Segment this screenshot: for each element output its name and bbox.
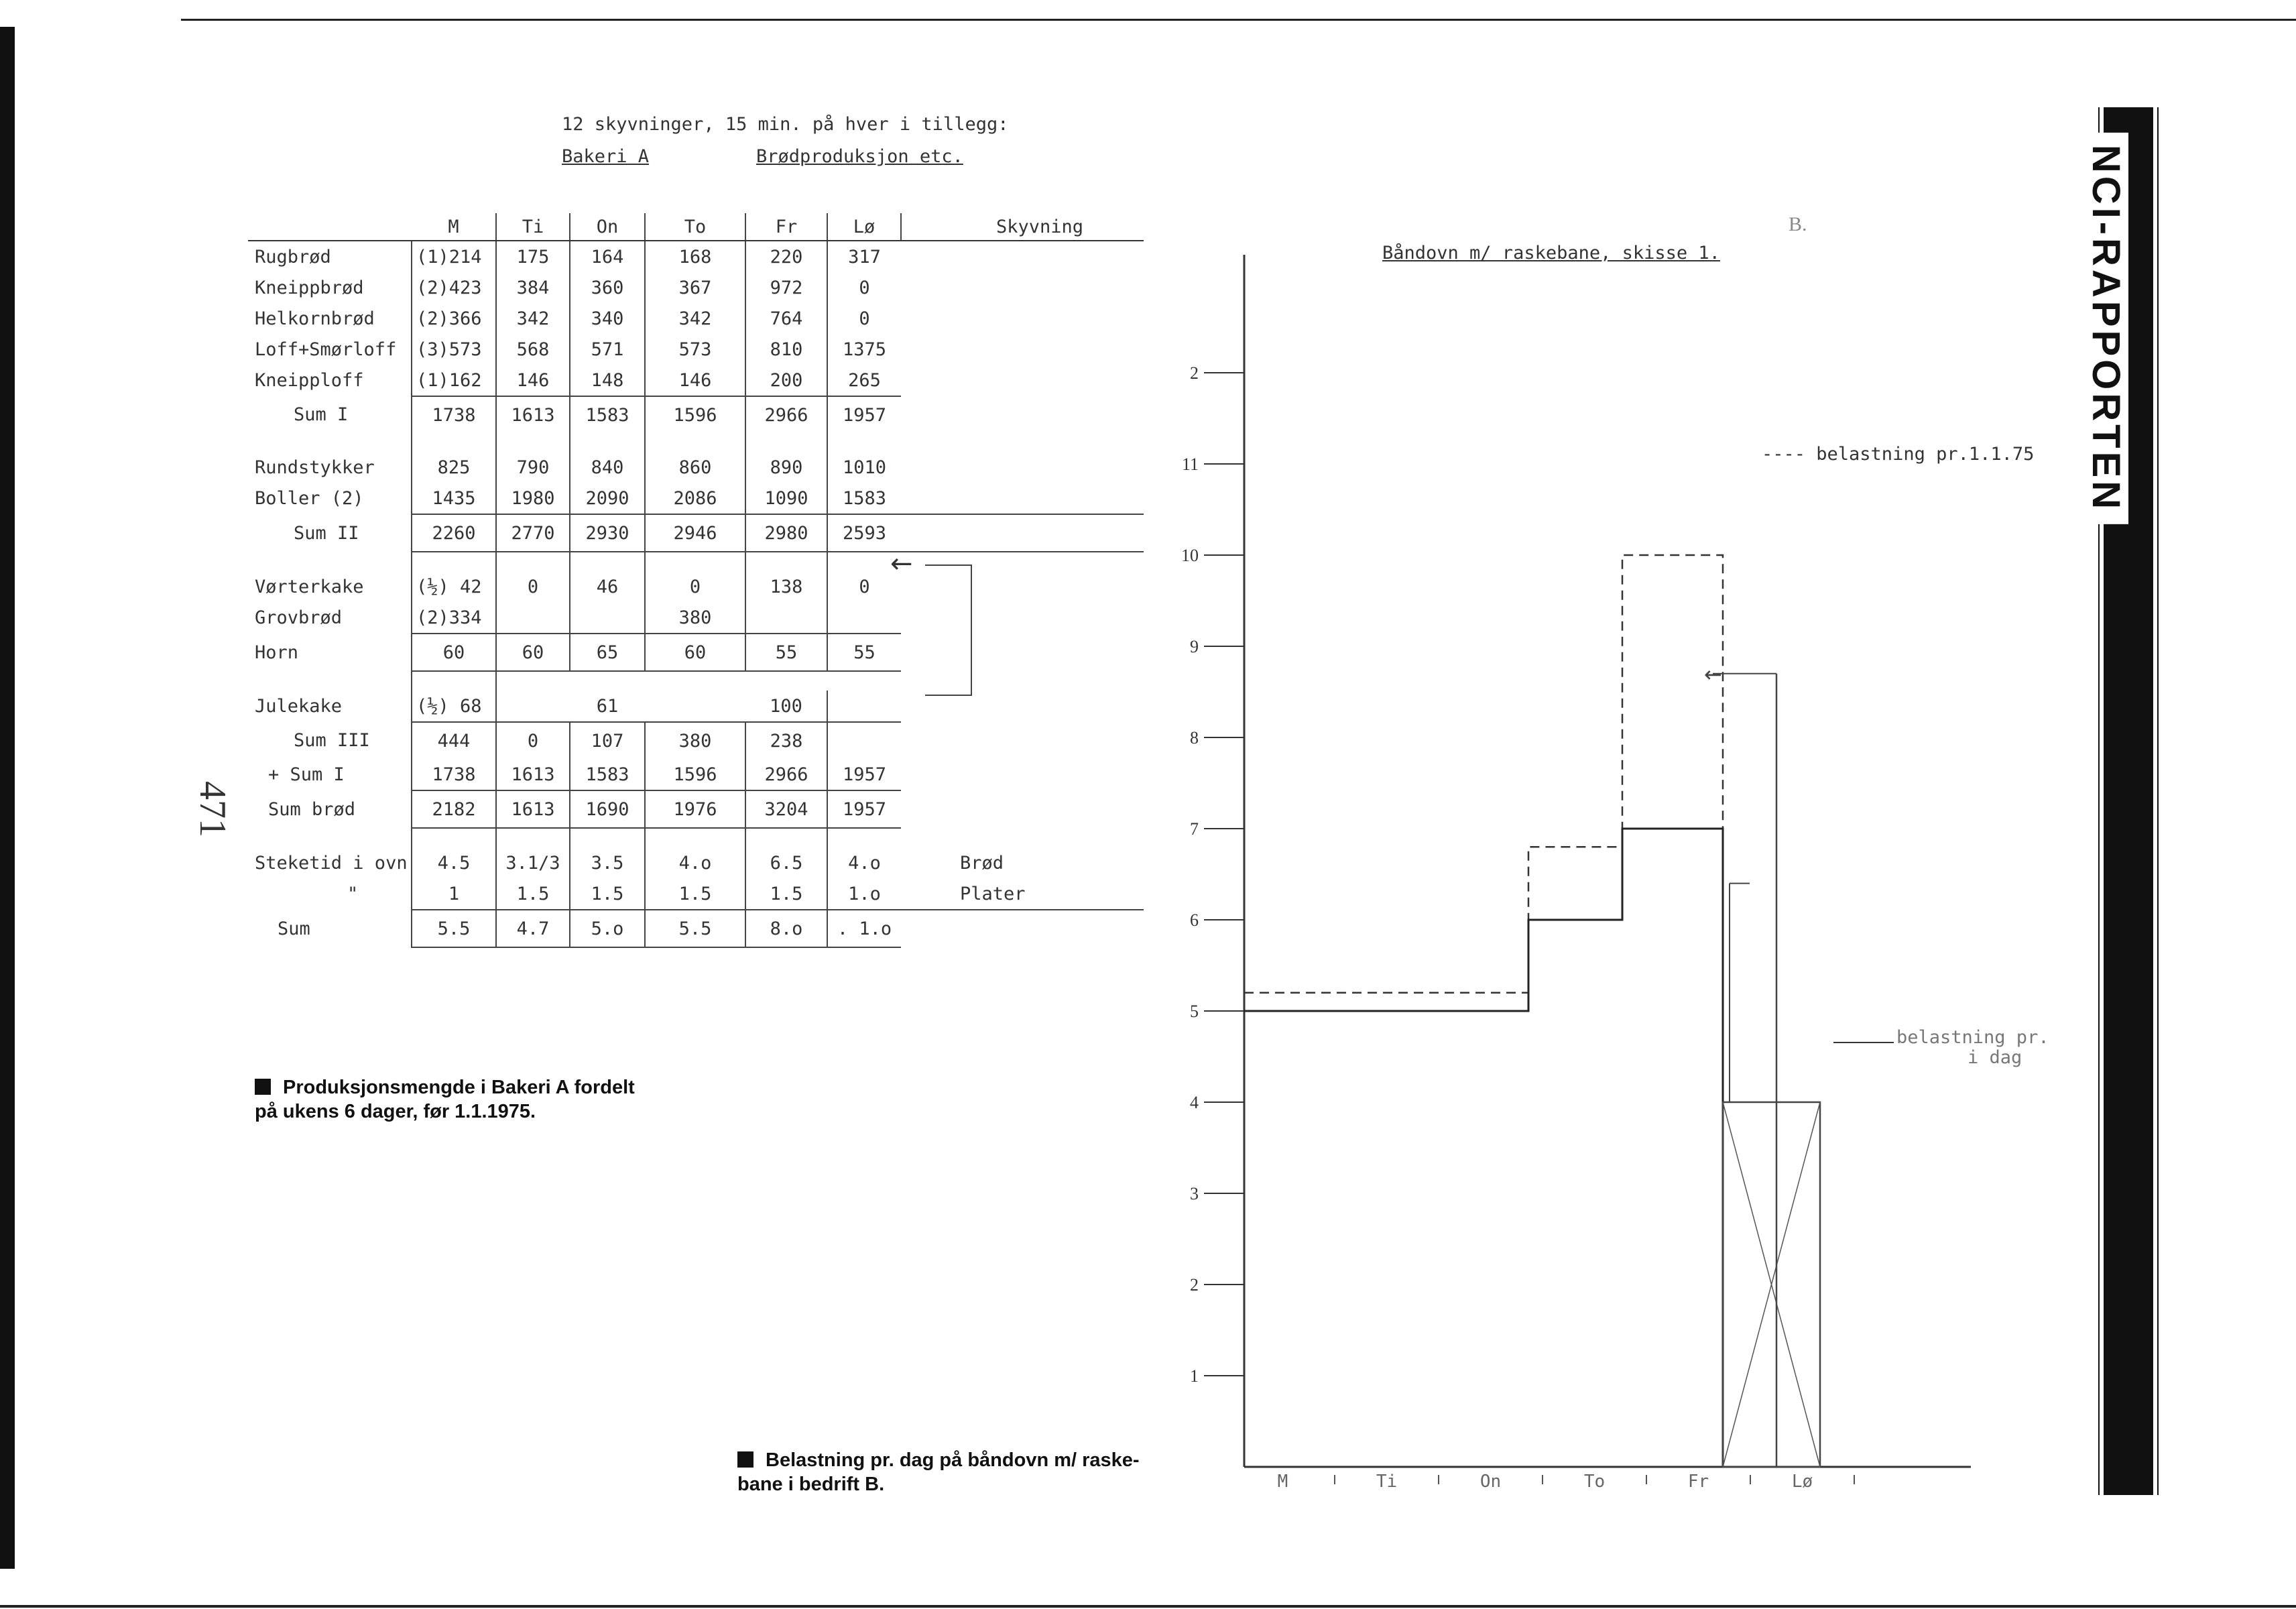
col-header: To <box>645 213 745 241</box>
y-tick-label: 8 <box>1190 728 1199 748</box>
table-row: Helkornbrød (2)366 342 340 342 764 0 <box>248 303 1144 334</box>
table-row: Boller (2) 1435 1980 2090 2086 1090 1583 <box>248 483 1144 514</box>
y-tick-label: 1 <box>1190 1366 1199 1386</box>
x-tick-label: Fr <box>1687 1472 1709 1492</box>
table-row-sum: Sum II 2260 2770 2930 2946 2980 2593 <box>248 514 1144 552</box>
table-row: Loff+Smørloff (3)573 568 571 573 810 1375 <box>248 334 1144 365</box>
table-row: Steketid i ovn 4.5 3.1/3 3.5 4.o 6.5 4.o Brød <box>248 847 1144 878</box>
legend-solid-swatch <box>1833 1042 1894 1043</box>
col-header: M <box>412 213 496 241</box>
table-row: Vørterkake (½) 42 0 46 0 138 0 <box>248 571 1144 602</box>
link-brace <box>925 564 972 696</box>
heading-bakeri: Bakeri A <box>562 146 650 167</box>
table-row: Kneipploff (1)162 146 148 146 200 265 <box>248 365 1144 396</box>
chart-corner-label: B. <box>1789 213 1807 235</box>
table-row: Rugbrød (1)214 175 164 168 220 317 <box>248 241 1144 272</box>
table-row-sum: Sum 5.5 4.7 5.o 5.5 8.o . 1.o <box>248 910 1144 947</box>
table-row: Julekake (½) 68 61 100 <box>248 691 1144 722</box>
y-tick-label: 2 <box>1190 363 1199 383</box>
col-header: On <box>570 213 645 241</box>
y-tick-label: 4 <box>1190 1093 1199 1112</box>
table-row-sum: Sum I 1738 1613 1583 1596 2966 1957 <box>248 396 1144 433</box>
production-table <box>248 213 1144 948</box>
lo-arrow-icon: ← <box>1704 661 1722 687</box>
table-row-sum: Sum brød 2182 1613 1690 1976 3204 1957 <box>248 790 1144 828</box>
top-rule <box>181 19 2296 21</box>
bottom-rule <box>0 1605 2296 1608</box>
y-tick-label: 9 <box>1190 637 1199 656</box>
table-row-sum: Sum III 444 0 107 380 238 <box>248 722 1144 759</box>
heading-line1: 12 skyvninger, 15 min. på hver i tillegg: <box>562 114 1009 135</box>
table-row: Horn 60 60 65 60 55 55 <box>248 634 1144 671</box>
legend-solid-label-2: i dag <box>1968 1047 2022 1068</box>
legend-dashed: ---- belastning pr.1.1.75 <box>1762 444 2035 465</box>
col-header: Fr <box>745 213 827 241</box>
side-band-rule <box>2157 107 2159 1495</box>
table-row: + Sum I 1738 1613 1583 1596 2966 1957 <box>248 759 1144 790</box>
table-row: " 1 1.5 1.5 1.5 1.5 1.o Plater <box>248 878 1144 910</box>
chart-axes <box>1181 255 1971 1492</box>
legend-solid-label-1: belastning pr. <box>1896 1027 2049 1048</box>
y-tick-label: 5 <box>1190 1002 1199 1021</box>
col-header-skyvning: Skyvning <box>901 213 1144 241</box>
y-tick-label: 3 <box>1190 1184 1199 1203</box>
caption-bullet-icon <box>255 1079 271 1095</box>
y-tick-label: 7 <box>1190 819 1199 839</box>
series-dashed-line <box>1244 555 1723 993</box>
y-tick-label: 6 <box>1190 910 1199 930</box>
x-tick-label: Ti <box>1376 1472 1398 1492</box>
left-edge <box>0 27 15 1569</box>
table-header-row <box>248 213 1144 241</box>
x-tick-label: M <box>1277 1472 1288 1492</box>
y-tick-label: 2 <box>1190 1275 1199 1295</box>
x-tick-label: On <box>1479 1472 1502 1492</box>
chart-title: Båndovn m/ raskebane, skisse 1. <box>1382 243 1720 263</box>
y-tick-label: 11 <box>1181 455 1199 474</box>
x-tick-label: Lø <box>1791 1472 1813 1492</box>
series-solid-line <box>1244 829 1723 1467</box>
link-arrow-icon: ← <box>890 548 913 579</box>
load-chart <box>1140 201 2105 1508</box>
page-number: 471 <box>192 781 233 837</box>
table-row: Rundstykker 825 790 840 860 890 1010 <box>248 452 1144 483</box>
x-tick-label: To <box>1583 1472 1606 1492</box>
col-header: Lø <box>827 213 901 241</box>
y-tick-label: 10 <box>1181 546 1199 565</box>
side-band-title: NCI-RAPPORTEN <box>2083 133 2128 524</box>
table-row: Kneippbrød (2)423 384 360 367 972 0 <box>248 272 1144 303</box>
chart-marks <box>1244 555 1820 1467</box>
table-row: Grovbrød (2)334 380 <box>248 602 1144 634</box>
caption-bullet-icon <box>737 1451 753 1468</box>
col-header: Ti <box>496 213 570 241</box>
heading-brod: Brødproduksjon etc. <box>756 146 963 167</box>
caption-left: Produksjonsmengde i Bakeri A fordelt på ukens 6 dager, før 1.1.1975. <box>255 1077 635 1122</box>
caption-right: Belastning pr. dag på båndovn m/ raske- bane i bedrift B. <box>737 1449 1140 1495</box>
